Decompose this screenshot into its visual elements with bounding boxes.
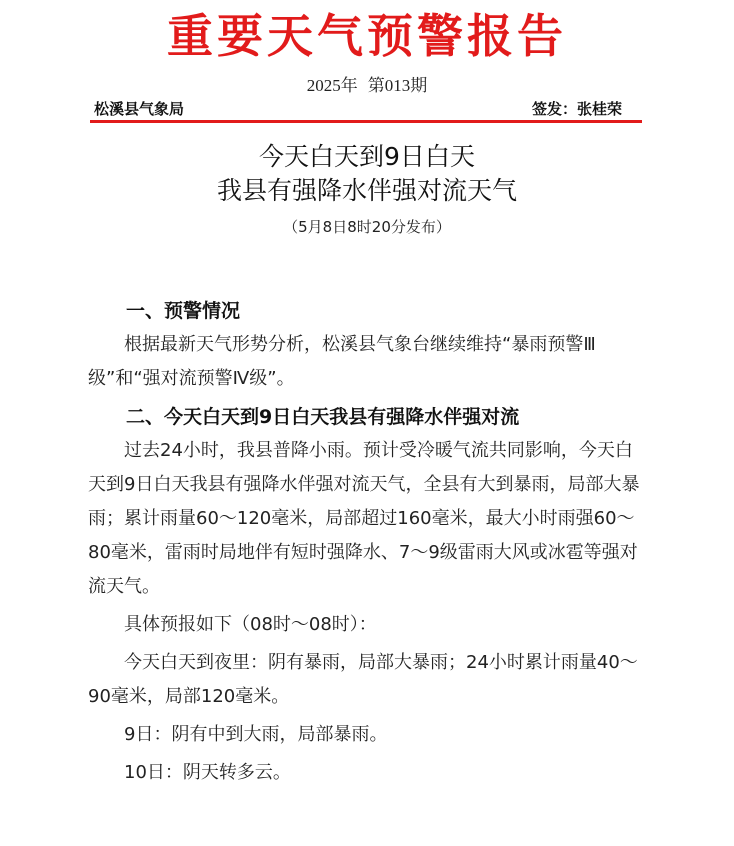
header-divider [90,120,642,123]
signer: 签发：张桂荣 [531,100,622,118]
issue-number [0,74,734,98]
paragraph-warning: 根据最新天气形势分析，松溪县气象台继续维持“暴雨预警Ⅲ级”和“强对流预警Ⅳ级”。 [88,334,596,389]
paragraph-forecast-10th: 10日：阴天转多云。 [124,762,291,783]
section-heading-warning: 一、预警情况 [126,300,241,322]
paragraph-forecast-intro: 具体预报如下（08时～08时）： [124,614,377,635]
issuing-agency: 松溪县气象局 [94,100,185,118]
paragraph-forecast-9th: 9日：阴有中到大雨，局部暴雨。 [124,724,388,745]
release-time: （5月8日8时20分发布） [283,218,451,236]
document-title-line2: 我县有强降水伴强对流天气 [216,176,517,205]
paragraph-overview: 过去24小时，我县普降小雨。预计受冷暖气流共同影响，今天白天到9日白天我县有强降水伴强对流天气，全县有大到暴雨，局部大暴雨；累计雨量60～120毫米，局部超过160毫米，最大小时雨强60～80毫米，雷雨时局地伴有短时强降水、7～9级雷雨大风或冰雹等强对流天气。 [88,440,640,597]
section-heading-forecast: 二、今天白天到9日白天我县有强降水伴强对流 [126,406,520,428]
issue-year: 2025年 [306,76,358,95]
document-body [88,294,648,790]
masthead-title: 重要天气预警报告 [167,9,567,63]
paragraph-forecast-today: 今天白天到夜里：阴有暴雨，局部大暴雨；24小时累计雨量40～90毫米，局部120毫米。 [88,652,638,707]
issue-no: 第013期 [367,76,428,95]
document-title-line1: 今天白天到9日白天 [259,142,475,171]
